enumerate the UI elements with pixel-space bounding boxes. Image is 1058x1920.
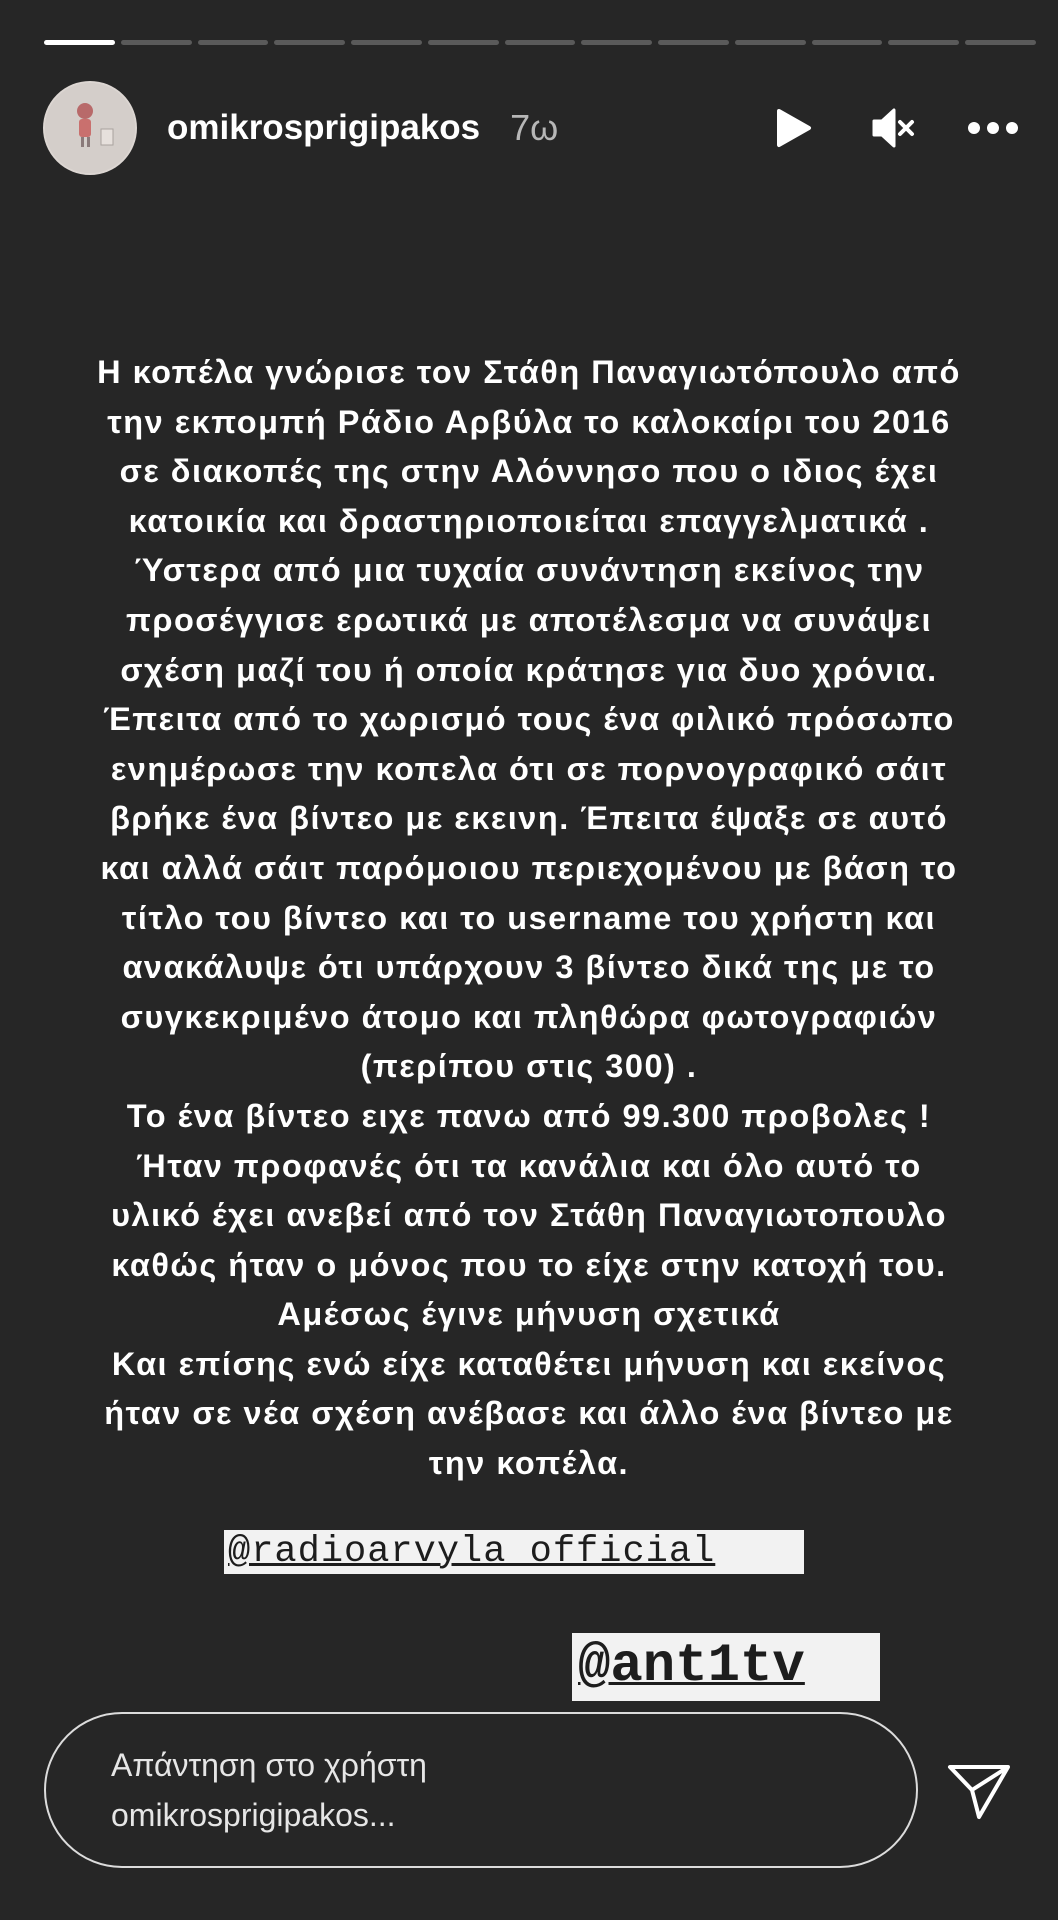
story-text-line: και αλλά σάιτ παρόμοιου περιεχομένου με βάση το <box>100 849 958 886</box>
more-options-icon[interactable] <box>963 98 1023 158</box>
send-icon[interactable] <box>944 1755 1014 1825</box>
progress-segment <box>121 40 192 45</box>
progress-segment <box>198 40 269 45</box>
reply-placeholder-line1: Απάντηση στο χρήστη <box>111 1747 427 1783</box>
reply-input[interactable] <box>44 1712 918 1868</box>
progress-segment <box>505 40 576 45</box>
avatar-illustration-icon <box>45 83 137 175</box>
story-text-line: σε διακοπές της στην Αλόννησο που ο ιδιος έχει <box>119 453 939 490</box>
story-text-line: Το ένα βίντεο ειχε πανω από 99.300 προβολες ! <box>126 1097 932 1134</box>
reply-placeholder-line2: omikrosprigipakos... <box>111 1797 396 1833</box>
progress-segment <box>581 40 652 45</box>
progress-segment <box>658 40 729 45</box>
story-text-line: ενημέρωσε την κοπελα ότι σε πορνογραφικό σάιτ <box>110 750 948 787</box>
reply-placeholder <box>111 1740 427 1840</box>
story-text-line: Έπειτα από το χωρισμό τους ένα φιλικό πρόσωπο <box>103 701 955 738</box>
story-text-line: συγκεκριμένο άτομο και πληθώρα φωτογραφιών <box>120 998 938 1035</box>
story-text-line: ήταν σε νέα σχέση ανέβασε και άλλο ένα βίντεο με <box>104 1395 954 1432</box>
story-text-line: βρήκε ένα βίντεο με εκεινη. Έπειτα έψαξε σε αυτό <box>110 800 948 837</box>
progress-segment <box>965 40 1036 45</box>
story-text-line: την εκπομπή Ράδιο Αρβύλα το καλοκαίρι του 2016 <box>107 403 951 440</box>
story-header <box>43 80 1036 176</box>
story-text-line: Ήταν προφανές ότι τα κανάλια και όλο αυτό το <box>136 1147 922 1184</box>
progress-segment <box>812 40 883 45</box>
avatar[interactable] <box>43 81 137 175</box>
story-progress-bar <box>44 40 1036 45</box>
progress-segment <box>274 40 345 45</box>
post-time: 7ω <box>510 107 559 148</box>
progress-segment <box>44 40 115 45</box>
story-text-line: (περίπου στις 300) . <box>360 1048 698 1085</box>
story-text-line: τίτλο του βίντεο και το username του χρήστη και <box>121 899 937 936</box>
story-text-line: ανακάλυψε ότι υπάρχουν 3 βίντεο δικά της με το <box>122 949 936 986</box>
mention-sticker-ant1tv[interactable]: @ant1tv <box>572 1633 880 1701</box>
story-text-line: Η κοπέλα γνώρισε τον Στάθη Παναγιωτόπουλο από <box>97 354 961 390</box>
volume-muted-icon[interactable] <box>863 98 923 158</box>
story-text-line: σχέση μαζί του ή οποία κράτησε για δυο χρόνια. <box>120 651 938 688</box>
story-text <box>0 348 1058 1489</box>
story-text-line: προσέγγισε ερωτικά με αποτέλεσμα να συνάψει <box>125 601 933 638</box>
username[interactable]: omikrosprigipakos <box>167 108 481 147</box>
play-icon[interactable] <box>763 98 823 158</box>
story-text-line: κατοικία και δραστηριοποιείται επαγγελματικά . <box>128 502 930 539</box>
mention-sticker-radioarvyla[interactable]: @radioarvyla_official <box>224 1530 804 1574</box>
story-text-line: καθώς ήταν ο μόνος που το είχε στην κατοχή του. <box>111 1246 947 1283</box>
story-text-line: την κοπέλα. <box>428 1445 630 1482</box>
progress-segment <box>428 40 499 45</box>
story-text-line: Και επίσης ενώ είχε καταθέτει μήνυση και εκείνος <box>111 1345 947 1382</box>
story-text-line: υλικό έχει ανεβεί από τον Στάθη Παναγιωτοπουλο <box>111 1197 947 1234</box>
progress-segment <box>888 40 959 45</box>
story-text-line: Αμέσως έγινε μήνυση σχετικά <box>277 1296 781 1333</box>
story-text-line: Ύστερα από μια τυχαία συνάντηση εκείνος την <box>133 552 925 589</box>
progress-segment <box>351 40 422 45</box>
progress-segment <box>735 40 806 45</box>
